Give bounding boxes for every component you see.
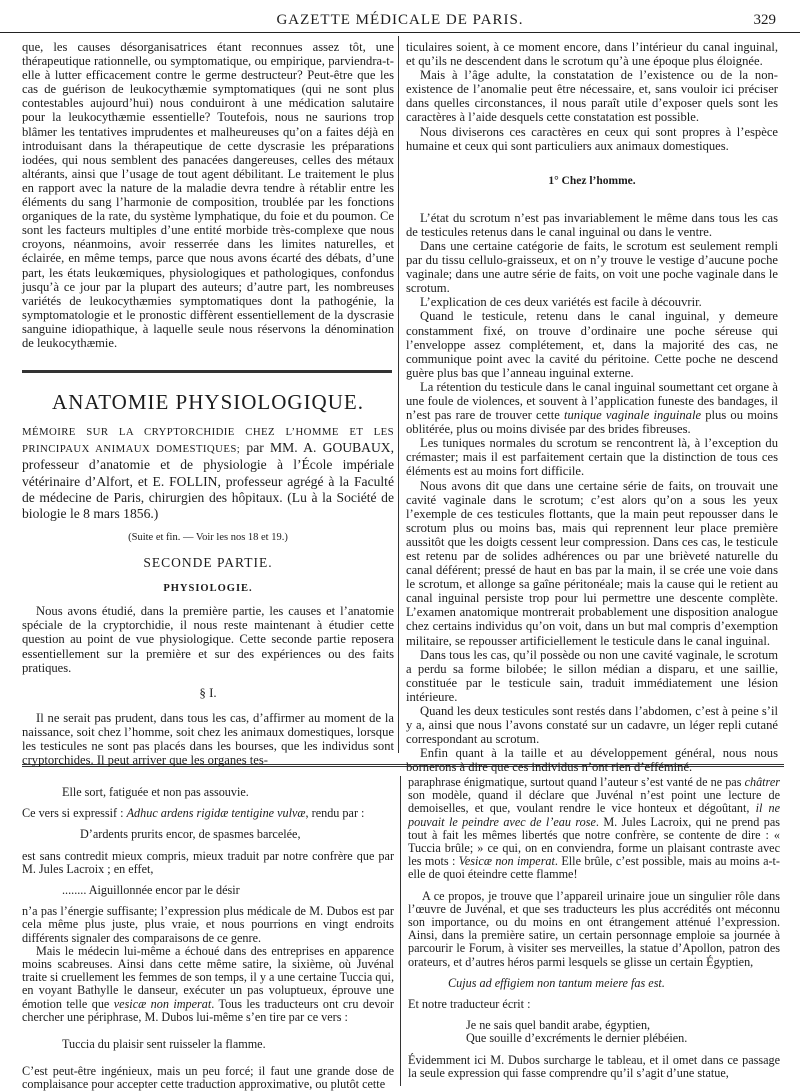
line1-a: Ce vers si expressif : <box>22 806 127 821</box>
line1-c: , rendu par : <box>305 806 365 821</box>
part-title: SECONDE PARTIE. <box>143 555 273 571</box>
left-column-top <box>22 40 394 360</box>
verse-3: ........ Aiguillonnée encor par le désir <box>62 883 240 898</box>
feuilleton-line-5: C’est peut-être ingénieux, mais un peu forcé; il faut une grande dose de complaisance pour accepter cette traduction approximative, ou plutôt cette <box>22 1064 394 1092</box>
feuilleton-line-3: n’a pas l’énergie suffisante; l’expression plus médicale de M. Dubos est par cela même plus juste, plus vraie, et nous pourrions en vingt endroits différents signaler des comparaisons de ce genre. <box>22 904 394 945</box>
verse-plebeien: Que souille d’excréments le dernier plébéien. <box>466 1031 688 1046</box>
subheading-physiologie: PHYSIOLOGIE. <box>163 583 253 595</box>
right-paragraph-5: Dans une certaine catégorie de faits, le scrotum est seulement rempli par du tissu cellulo-graisseux, et on n’y trouve le vestige d’aucune poche vaginale; dans une autre série de faits, on voit une poche vaginale dans le scrotum. <box>406 238 778 296</box>
right-paragraph-2: Mais à l’âge adulte, la constatation de l’existence ou de la non-existence de l’anomalie peut être nécessaire, et, sans vouloir ici préciser dans quelles circonstances, il nous paraît utile d’exposer quels sont les caractères à l’aide desquels cette constatation est possible. <box>406 68 778 125</box>
journal-title: GAZETTE MÉDICALE DE PARIS. <box>276 12 524 28</box>
line4-c: . Tous les traducteurs ont cru devoir chercher une périphrase, M. Dubos lui-même s’en tire par ce vers : <box>22 996 394 1024</box>
verse-bandit: Je ne sais quel bandit arabe, égyptien, <box>466 1018 651 1033</box>
right-paragraph-11: Dans tous les cas, qu’il possède ou non une cavité vaginale, le scrotum a perdu sa forme bilobée; le sillon médian a disparu, et une saillie, constituée par le testicule sain, traduit immédiatement une lésion intérieure. <box>406 647 778 704</box>
right-p8-italic: tunique vaginale inguinale <box>563 408 702 423</box>
column-rule-top <box>398 36 399 753</box>
memoir-heading <box>22 423 394 522</box>
feuilleton-right-line-1 <box>408 776 780 882</box>
feuilleton-left <box>22 786 394 1090</box>
verse-2: D’ardents prurits encor, de spasmes barcelée, <box>80 827 301 842</box>
right-p8-c: plus ou moins oblitérée, plus ou moins divisée par des brides fibreuses. <box>406 408 778 437</box>
memoir-title: MÉMOIRE SUR LA CRYPTORCHIDIE CHEZ L’HOMME ET LES PRINCIPAUX ANIMAUX DOMESTIQUES; <box>22 426 394 456</box>
page-header <box>0 0 800 33</box>
subheading-homme: 1° Chez l’homme. <box>548 174 636 187</box>
right-paragraph-10: Nous avons dit que dans une certaine série de faits, on trouvait une cavité vaginale dans le scrotum; c’est alors qu’on a sous les yeux l’exemple de ces testicules flottants, que la main peut repousser dans le scrotum plus ou moins bas, mais qui reprennent leur place première aussitôt que les doigts cessent leur compression. Dans ces cas, le testicule est retenu par de solides adhérences ou par une brièveté naturelle du canal déférent; pressé de haut en bas par la main, il se crée une voie dans le scrotum, et allonge sa gaîne péritonéale; mais la cause qui le retient au canal inguinal persiste trop pour lui permettre une descente complète. L’examen anatomique montrerait probablement une disposition analogue chez certains individus qu’on voit, dans un but mal compris d’exemption militaire, se repousser artificiellement le testicule dans le canal inguinal. <box>406 478 778 648</box>
right-paragraph-8 <box>406 380 778 436</box>
section-separator <box>22 370 392 373</box>
r-line1-c: son modèle, quand il déclare que Juvénal n’est point une lecture de demoiselles, et que, voulant rendre le vice honteux et dégoûtant, <box>408 788 780 816</box>
r-line1-quote: il ne pouvait le peindre avec de l’eau rose <box>408 801 780 829</box>
r-line1-chatrer: châtrer <box>744 775 780 789</box>
right-paragraph-7: Quand le testicule, retenu dans le canal inguinal, y demeure constamment fixé, on trouve d’ordinaire une poche séreuse qui l’enveloppe assez complétement, et, dans la majorité des cas, ne communique point avec la cavité du péritoine. Cette poche ne descend guère plus bas que l’anneau inguinal externe. <box>406 309 778 380</box>
line4-a: Mais le médecin lui-même a échoué dans des entreprises en apparence moins scabreuses. Ainsi dans cette même satire, la sixième, où Juvénal traite si cruellement les femmes de son temps, il y a une certaine Tuccia qui, en voyant Bathylle le danseur, exécuter un pas voluptueux, éprouve une émotion telle que <box>22 943 394 1011</box>
memoir-authors: par MM. A. GOUBAUX, professeur d’anatomie et de physiologie à l’École impériale vétérinaire d’Alfort, et E. FOLLIN, professeur agrégé à la Faculté de médecine de Paris, chirurgien des hôpitaux. (Lu à la Société de biologie le 8 mars 1856.) <box>22 440 394 522</box>
verse-4: Tuccia du plaisir sent ruisseler la flamme. <box>62 1037 266 1052</box>
right-paragraph-9: Les tuniques normales du scrotum se rencontrent là, à l’exception du crémaster; mais il est parfaitement certain que la distinction de tous ces éléments est au moins fort difficile. <box>406 436 778 479</box>
r-line1-g: . Elle brûle, c’est possible, mais au moins a-t-elle de quoi éteindre cette flamme! <box>408 854 780 882</box>
right-paragraph-12: Quand les deux testicules sont restés dans l’abdomen, c’est à peine s’il y a, ainsi que nous l’avons constaté sur un cadavre, un léger repli cutané correspondant au scrotum. <box>406 704 778 747</box>
line4-latin: vesicæ non imperat <box>113 996 212 1011</box>
section-sign: § I. <box>199 684 217 700</box>
spacer <box>22 1024 394 1038</box>
feuilleton-right-line-3: Et notre traducteur écrit : <box>408 997 531 1012</box>
right-paragraph-1: ticulaires soient, à ce moment encore, dans l’intérieur du canal inguinal, et qu’ils ne descendent dans le scrotum qu’à une époque plus éloignée. <box>406 40 778 69</box>
feuilleton-right <box>408 776 780 1090</box>
page-number: 329 <box>753 12 776 28</box>
right-paragraph-13: Enfin quant à la taille et au développement général, nous nous bornerons à dire que ces individus n’ont rien d’efféminé. <box>406 746 778 775</box>
column-rule-bottom <box>400 776 401 1086</box>
right-paragraph-4: L’état du scrotum n’est pas invariablement le même dans tous les cas de testicules retenus dans le canal inguinal ou dans le ventre. <box>406 210 778 239</box>
leukocythaemia-paragraph: que, les causes désorganisatrices étant reconnues assez tôt, une thérapeutique rationnelle, ou symptomatique, ou empirique, parviendra-t-elle à lutter efficacement contre le germe destructeur? Peut-être que les cas de guérison de leukocythæmie symptomatiques (qui ne sont plus contestables aujourd’hui) nous conduiront à une médication salutaire pour la leukocythæmie essentielle? Toutefois, nous ne saurions trop blâmer les tentatives imprudentes et malheureuses qu’on a faites déjà en introduisant dans la thérapeutique de cette dyscrasie les préparations iodées, qui nous semblent des panacées dangereuses, celles des métaux altérants, ainsi que l’usage de tout agent débilitant. Le traitement le plus en rapport avec la nature de la maladie devra tendre à rétablir entre les éléments du sang l’harmonie de composition, troublée par les fonctions organiques de la rate, du système lymphatique, du foie et du poumon. Ce sont les facteurs multiples d’une entité morbide très-complexe que nous croyons, néanmoins, avoir resserrée dans les limites naturelles, et éclairée, en même temps, parce que nous avons écarté des débats, d’une part, les états leukœmiques, physiologiques et pathologiques, confondus jusqu’à ce jour par la plupart des auteurs; d’autre part, les nombreuses variétés de leukocythæmies symptomatiques dont la pathogénie, la symptomatologie et le pronostic diffèrent essentiellement de la dyscrasie sanguine idiopathique, à laquelle seule nous réservons la dénomination de leukocythæmie. <box>22 40 394 350</box>
feuilleton-right-line-2: A ce propos, je trouve que l’appareil urinaire joue un singulier rôle dans l’œuvre de Juvénal, et que ses traducteurs les plus accrédités ont méconnu son importance, ou du moins en ont étrangement atténué l’expression. Ainsi, dans la première satire, un certain personnage emploie sa journée à parcourir le Forum, à visiter ses merveilles, la statue d’Apollon, patron des orateurs, et d’autres héros parmi lesquels se glisse un certain Égyptien, <box>408 888 780 969</box>
right-paragraph-6: L’explication de ces deux variétés est facile à découvrir. <box>420 295 702 310</box>
intro-paragraph: Nous avons étudié, dans la première partie, les causes et l’anatomie spéciale de la cryptorchidie, il nous reste maintenant à étudier cette question au point de vue physiologique. Cette seconde partie reposera essentiellement sur la première et sur des expériences ou des faits pratiques. <box>22 604 394 675</box>
first-paragraph: Il ne serait pas prudent, dans tous les cas, d’affirmer au moment de la naissance, soit chez l’homme, soit chez les animaux domestiques, lorsque les testicules ne sont pas placés dans les bourses, que les individus sont cryptorchides. Il peut arriver que les organes tes- <box>22 710 394 767</box>
r-line1-latin: Vesicæ non imperat <box>458 854 555 869</box>
spacer <box>22 1051 394 1065</box>
section-title: ANATOMIE PHYSIOLOGIQUE. <box>52 390 364 414</box>
right-paragraph-3: Nous diviserons ces caractères en ceux qui sont propres à l’espèce humaine et ceux qui sont particuliers aux animaux domestiques. <box>406 124 778 153</box>
latin-verse: Cujus ad effigiem non tantum meiere fas est. <box>448 975 665 990</box>
feuilleton-line-2: est sans contredit mieux compris, mieux traduit par notre confrère que par M. Jules Lacroix ; en effet, <box>22 848 394 876</box>
feuilleton-right-line-4: Évidemment ici M. Dubos surcharge le tableau, et il omet dans ce passage la seule expression qui fasse comprendre qu’il s’agit d’une statue, <box>408 1052 780 1080</box>
suite-note: (Suite et fin. — Voir les nos 18 et 19.) <box>128 532 288 544</box>
r-line1-a: paraphrase énigmatique, surtout quand l’auteur s’est vanté de ne pas <box>408 775 745 789</box>
feuilleton-line-1 <box>22 807 394 820</box>
feuilleton-line-4 <box>22 945 394 1024</box>
right-column-top <box>406 40 778 775</box>
verse-1: Elle sort, fatiguée et non pas assouvie. <box>62 785 249 799</box>
r-line1-e: . M. Jules Lacroix, qui ne prend pas tout à fait les mêmes libertés que notre confrère, se contente de dire : « Tuccia brûle; » ce qui, on en conviendra, forme un plaisant contraste avec les mots : <box>408 814 780 869</box>
left-column-article <box>22 380 394 767</box>
line1-latin: Adhuc ardens rigidæ tentigine vulvæ <box>126 806 306 821</box>
right-p8-a: La rétention du testicule dans le canal inguinal soumettant cet organe à une foule de violences, et souvent à l’application funeste des bandages, il n’est pas rare de trouver cette <box>406 379 778 423</box>
